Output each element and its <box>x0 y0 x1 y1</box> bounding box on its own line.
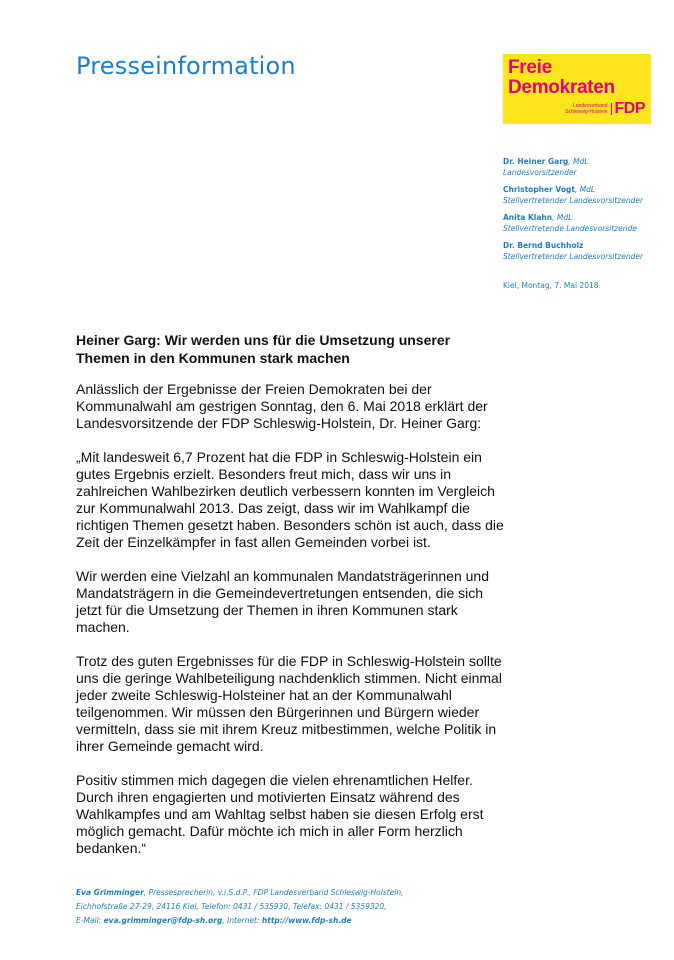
body-paragraph: Anlässlich der Ergebnisse der Freien Demokraten bei der Kommunalwahl am gestrigen Sonntag, den 6. Mai 2018 erklärt der Landesvorsitzende der FDP Schleswig-Holstein, Dr. Heiner Garg: <box>76 381 488 431</box>
footer-line-2: Eichhofstraße 27-29, 24116 Kiel, Telefon: 0431 / 535930, Telefax: 0431 / 5359320, <box>76 902 387 911</box>
board-member-name: Dr. Bernd Buchholz <box>503 241 584 250</box>
logo-bottom <box>565 100 645 118</box>
footer-contact <box>76 886 576 928</box>
board-member-name-line <box>503 212 668 223</box>
board-member-name: Anita Klahn <box>503 213 553 222</box>
logo-line-demokraten: Demokraten <box>508 77 615 98</box>
press-headline: Heiner Garg: Wir werden uns für die Umsetzung unserer Themen in den Kommunen stark machen <box>76 332 451 366</box>
board-member-name: Dr. Heiner Garg <box>503 157 569 166</box>
footer-contact-name: Eva Grimminger <box>76 888 144 897</box>
board-member-role: Stellvertretender Landesvorsitzender <box>503 252 644 261</box>
board-member-role: Stellvertretender Landesvorsitzender <box>503 196 644 205</box>
body-paragraph: Trotz des guten Ergebnisses für die FDP in Schleswig-Holstein sollte uns die geringe Wahlbeteiligung nachdenklich stimmen. Nicht einmal jeder zweite Schleswig-Holsteiner hat an der Kommunalwahl teilgenommen. Wir müssen den Bürgerinnen und Bürgern wieder vermitteln, dass sie mit ihrem Kreuz mitbestimmen, welche Politik in ihrer Gemeinde gemacht wird. <box>76 653 502 754</box>
board-member-role: Stellvertretende Landesvorsitzende <box>503 224 637 233</box>
footer-contact-role: , Pressesprecherin, v.i.S.d.P., FDP Landesverband Schleswig-Holstein, <box>143 888 404 897</box>
footer-email-label: E-Mail: <box>76 916 104 925</box>
board-member-name-line <box>503 184 668 195</box>
footer-website-link[interactable]: http://www.fdp-sh.de <box>261 916 352 925</box>
footer-email-link[interactable]: eva.grimminger@fdp-sh.org <box>103 916 223 925</box>
footer-line-1 <box>76 886 576 900</box>
board-member <box>503 184 668 206</box>
logo-fdp-mark: FDP <box>614 100 645 117</box>
logo-subtitle <box>565 103 611 115</box>
board-member-suffix: , MdL <box>574 185 596 194</box>
footer-line-3 <box>76 914 576 928</box>
body-paragraph: Positiv stimmen mich dagegen die vielen ehrenamtlichen Helfer. Durch ihren engagierten und motivierten Einsatz während des Wahlkampfes und am Wahltag selbst haben sie diesen Erfolg erst möglich gemacht. Dafür möchte ich mich in aller Form herzlich bedanken.“ <box>76 772 484 856</box>
board-member-suffix: , MdL <box>552 213 573 222</box>
board-member-name: Christopher Vogt <box>503 185 575 194</box>
board-list <box>503 156 668 268</box>
board-member-role: Landesvorsitzender <box>503 168 577 177</box>
logo-sub-line1: Landesverband <box>573 103 608 109</box>
fdp-logo <box>503 54 651 124</box>
board-member-name-line <box>503 156 668 167</box>
press-body <box>76 381 516 874</box>
document-date: Kiel, Montag, 7. Mai 2018 <box>503 281 599 290</box>
board-member <box>503 240 668 262</box>
logo-line-freie: Freie <box>508 57 552 78</box>
footer-internet-label: , Internet: <box>222 916 262 925</box>
board-member <box>503 156 668 178</box>
logo-sub-line2: Schleswig-Holstein <box>565 109 608 115</box>
body-paragraph: „Mit landesweit 6,7 Prozent hat die FDP in Schleswig-Holstein ein gutes Ergebnis erzielt. Besonders freut mich, dass wir uns in zahlreichen Wahlbezirken deutlich verbessern konnten im Vergleich zur Kommunalwahl 2013. Das zeigt, dass wir im Wahlkampf die richtigen Themen gesetzt haben. Besonders schön ist auch, dass die Zeit der Einzelkämpfer in fast allen Gemeinden vorbei ist. <box>76 449 504 550</box>
board-member-suffix: , MdL <box>568 157 589 166</box>
page-title: Presseinformation <box>76 52 296 80</box>
board-member-name-line <box>503 240 668 251</box>
board-member <box>503 212 668 234</box>
body-paragraph: Wir werden eine Vielzahl an kommunalen Mandatsträgerinnen und Mandatsträgern in die Gemeindevertretungen entsenden, die sich jetzt für die Umsetzung der Themen in ihren Kommunen stark machen. <box>76 568 489 635</box>
